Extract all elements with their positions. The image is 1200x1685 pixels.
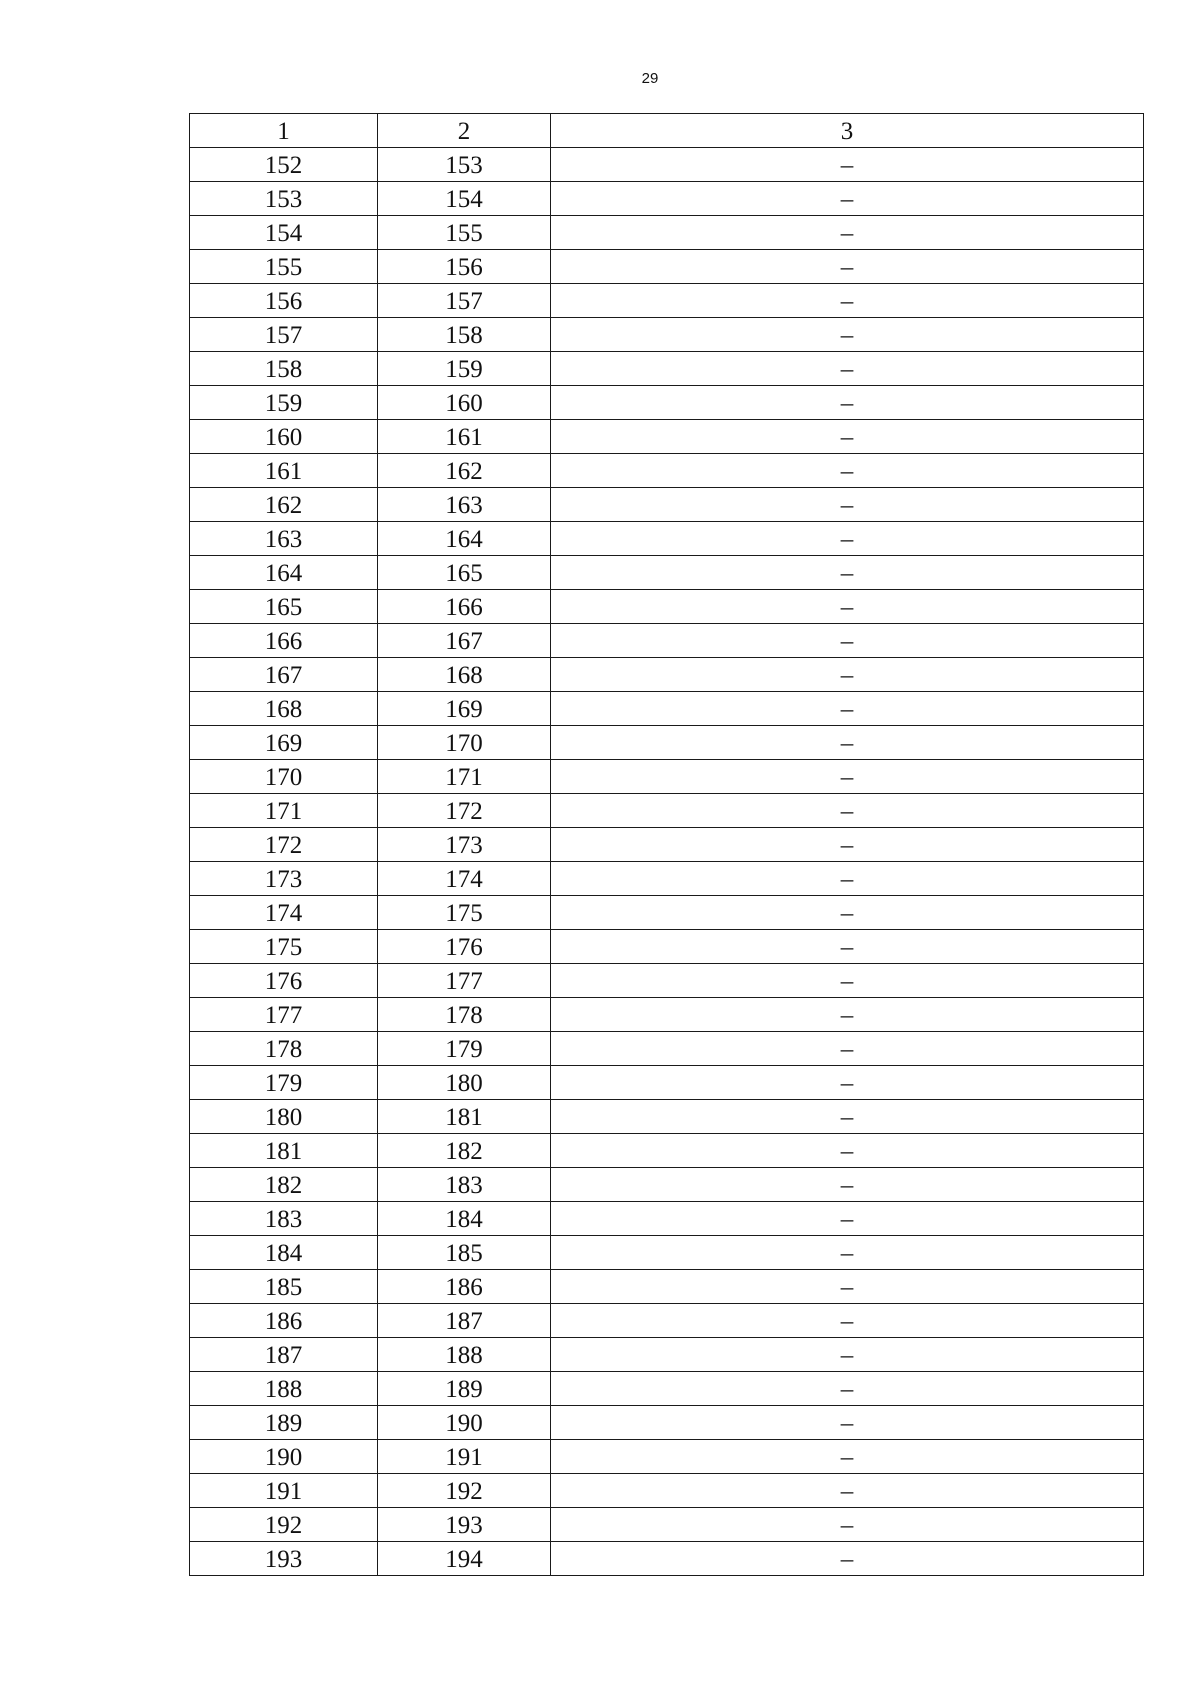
table-cell-col3: – <box>551 896 1144 930</box>
table-cell-col1: 166 <box>190 624 378 658</box>
table-row <box>190 1168 1144 1202</box>
table-cell-col2: 163 <box>378 488 551 522</box>
table-row <box>190 1338 1144 1372</box>
table-cell-col1: 190 <box>190 1440 378 1474</box>
table-cell-col3: – <box>551 386 1144 420</box>
table-cell-col3: – <box>551 760 1144 794</box>
table-cell-col1: 172 <box>190 828 378 862</box>
table-cell-col2: 172 <box>378 794 551 828</box>
table-cell-col2: 167 <box>378 624 551 658</box>
table-row <box>190 488 1144 522</box>
table-cell-col3: – <box>551 1066 1144 1100</box>
table-cell-col1: 168 <box>190 692 378 726</box>
table-cell-col3: – <box>551 1338 1144 1372</box>
table-cell-col1: 162 <box>190 488 378 522</box>
table-cell-col2: 160 <box>378 386 551 420</box>
table-row <box>190 556 1144 590</box>
table-cell-col1: 169 <box>190 726 378 760</box>
table-cell-col3: – <box>551 1100 1144 1134</box>
table-cell-col1: 170 <box>190 760 378 794</box>
table-cell-col1: 189 <box>190 1406 378 1440</box>
table-cell-col2: 155 <box>378 216 551 250</box>
table-cell-col2: 154 <box>378 182 551 216</box>
header-cell-1: 1 <box>190 114 378 148</box>
table-row <box>190 794 1144 828</box>
page-number: 29 <box>641 70 659 87</box>
table-cell-col3: – <box>551 1406 1144 1440</box>
table-cell-col1: 153 <box>190 182 378 216</box>
header-cell-2: 2 <box>378 114 551 148</box>
table-cell-col3: – <box>551 1134 1144 1168</box>
table-row <box>190 386 1144 420</box>
table-cell-col2: 156 <box>378 250 551 284</box>
table-cell-col3: – <box>551 454 1144 488</box>
table-cell-col2: 168 <box>378 658 551 692</box>
table-cell-col3: – <box>551 352 1144 386</box>
table-cell-col2: 191 <box>378 1440 551 1474</box>
table-cell-col2: 190 <box>378 1406 551 1440</box>
table-row <box>190 1032 1144 1066</box>
table-row <box>190 1270 1144 1304</box>
table-cell-col2: 186 <box>378 1270 551 1304</box>
table-cell-col3: – <box>551 590 1144 624</box>
table-cell-col3: – <box>551 1236 1144 1270</box>
table-cell-col3: – <box>551 930 1144 964</box>
table-cell-col2: 183 <box>378 1168 551 1202</box>
table-cell-col2: 161 <box>378 420 551 454</box>
header-cell-3: 3 <box>551 114 1144 148</box>
table-cell-col2: 177 <box>378 964 551 998</box>
table-cell-col2: 188 <box>378 1338 551 1372</box>
table-cell-col3: – <box>551 284 1144 318</box>
table-cell-col1: 188 <box>190 1372 378 1406</box>
table-cell-col1: 186 <box>190 1304 378 1338</box>
table-row <box>190 1372 1144 1406</box>
table-row <box>190 692 1144 726</box>
table-cell-col2: 192 <box>378 1474 551 1508</box>
table-cell-col1: 174 <box>190 896 378 930</box>
table-row <box>190 658 1144 692</box>
table-cell-col1: 175 <box>190 930 378 964</box>
table-cell-col2: 189 <box>378 1372 551 1406</box>
table-row <box>190 1066 1144 1100</box>
table-cell-col2: 162 <box>378 454 551 488</box>
table-cell-col3: – <box>551 318 1144 352</box>
table-cell-col1: 184 <box>190 1236 378 1270</box>
table-cell-col1: 193 <box>190 1542 378 1576</box>
table-body <box>190 148 1144 1576</box>
data-table <box>189 113 1144 1576</box>
table-cell-col2: 182 <box>378 1134 551 1168</box>
table-cell-col2: 175 <box>378 896 551 930</box>
table-cell-col2: 176 <box>378 930 551 964</box>
table-cell-col3: – <box>551 522 1144 556</box>
table-row <box>190 1406 1144 1440</box>
table-row <box>190 1100 1144 1134</box>
table-row <box>190 760 1144 794</box>
table-cell-col1: 164 <box>190 556 378 590</box>
table-cell-col2: 194 <box>378 1542 551 1576</box>
table-cell-col3: – <box>551 148 1144 182</box>
table-row <box>190 1474 1144 1508</box>
table-cell-col1: 182 <box>190 1168 378 1202</box>
table-row <box>190 1236 1144 1270</box>
table-row <box>190 1202 1144 1236</box>
table-cell-col1: 167 <box>190 658 378 692</box>
table-cell-col3: – <box>551 1474 1144 1508</box>
table-cell-col1: 181 <box>190 1134 378 1168</box>
table-cell-col2: 157 <box>378 284 551 318</box>
table-cell-col3: – <box>551 556 1144 590</box>
table-cell-col3: – <box>551 692 1144 726</box>
table-cell-col3: – <box>551 488 1144 522</box>
table-row <box>190 352 1144 386</box>
table-cell-col3: – <box>551 862 1144 896</box>
table-row <box>190 318 1144 352</box>
table-cell-col3: – <box>551 794 1144 828</box>
table-cell-col1: 152 <box>190 148 378 182</box>
table-row <box>190 284 1144 318</box>
table-cell-col2: 185 <box>378 1236 551 1270</box>
table-cell-col2: 174 <box>378 862 551 896</box>
table-cell-col1: 183 <box>190 1202 378 1236</box>
table-cell-col3: – <box>551 998 1144 1032</box>
table-cell-col1: 191 <box>190 1474 378 1508</box>
table-header-row <box>190 114 1144 148</box>
table-cell-col1: 177 <box>190 998 378 1032</box>
table-cell-col1: 178 <box>190 1032 378 1066</box>
table-cell-col3: – <box>551 1508 1144 1542</box>
table-cell-col1: 176 <box>190 964 378 998</box>
table-row <box>190 1134 1144 1168</box>
table-cell-col2: 170 <box>378 726 551 760</box>
table-cell-col1: 171 <box>190 794 378 828</box>
table-row <box>190 148 1144 182</box>
table-cell-col2: 153 <box>378 148 551 182</box>
table-row <box>190 522 1144 556</box>
table-cell-col2: 169 <box>378 692 551 726</box>
table-cell-col3: – <box>551 964 1144 998</box>
table-cell-col1: 158 <box>190 352 378 386</box>
table-cell-col3: – <box>551 828 1144 862</box>
table-cell-col2: 179 <box>378 1032 551 1066</box>
table-cell-col2: 158 <box>378 318 551 352</box>
table-cell-col3: – <box>551 182 1144 216</box>
table-cell-col2: 187 <box>378 1304 551 1338</box>
table-cell-col3: – <box>551 1270 1144 1304</box>
table-cell-col1: 173 <box>190 862 378 896</box>
table-cell-col3: – <box>551 1542 1144 1576</box>
table-row <box>190 998 1144 1032</box>
table-row <box>190 216 1144 250</box>
table-row <box>190 862 1144 896</box>
table-cell-col3: – <box>551 726 1144 760</box>
table-cell-col1: 159 <box>190 386 378 420</box>
table-cell-col2: 180 <box>378 1066 551 1100</box>
table-row <box>190 964 1144 998</box>
table-cell-col1: 156 <box>190 284 378 318</box>
table-row <box>190 454 1144 488</box>
table-row <box>190 1304 1144 1338</box>
table-row <box>190 1542 1144 1576</box>
table-cell-col3: – <box>551 420 1144 454</box>
table-row <box>190 930 1144 964</box>
table-cell-col1: 161 <box>190 454 378 488</box>
table-row <box>190 590 1144 624</box>
table-cell-col2: 193 <box>378 1508 551 1542</box>
table-cell-col2: 181 <box>378 1100 551 1134</box>
table-cell-col1: 180 <box>190 1100 378 1134</box>
table-cell-col1: 165 <box>190 590 378 624</box>
table-cell-col1: 160 <box>190 420 378 454</box>
table-row <box>190 624 1144 658</box>
table-row <box>190 726 1144 760</box>
table-cell-col3: – <box>551 1202 1144 1236</box>
table-cell-col1: 154 <box>190 216 378 250</box>
table-cell-col1: 187 <box>190 1338 378 1372</box>
table-cell-col2: 165 <box>378 556 551 590</box>
table-row <box>190 250 1144 284</box>
table-cell-col3: – <box>551 1372 1144 1406</box>
table-row <box>190 828 1144 862</box>
table-cell-col2: 173 <box>378 828 551 862</box>
table-cell-col2: 164 <box>378 522 551 556</box>
table-row <box>190 182 1144 216</box>
table-cell-col1: 155 <box>190 250 378 284</box>
table-row <box>190 420 1144 454</box>
table-cell-col1: 179 <box>190 1066 378 1100</box>
table-cell-col3: – <box>551 250 1144 284</box>
table-row <box>190 896 1144 930</box>
table-cell-col2: 184 <box>378 1202 551 1236</box>
table-row <box>190 1440 1144 1474</box>
table-cell-col1: 157 <box>190 318 378 352</box>
table-cell-col2: 178 <box>378 998 551 1032</box>
table-cell-col1: 185 <box>190 1270 378 1304</box>
table-cell-col2: 159 <box>378 352 551 386</box>
table-cell-col3: – <box>551 216 1144 250</box>
table-row <box>190 1508 1144 1542</box>
table-cell-col3: – <box>551 658 1144 692</box>
table-cell-col1: 192 <box>190 1508 378 1542</box>
table-cell-col3: – <box>551 1440 1144 1474</box>
table-cell-col3: – <box>551 624 1144 658</box>
table-cell-col3: – <box>551 1168 1144 1202</box>
table-cell-col2: 166 <box>378 590 551 624</box>
table-cell-col1: 163 <box>190 522 378 556</box>
table-cell-col3: – <box>551 1304 1144 1338</box>
table-cell-col3: – <box>551 1032 1144 1066</box>
table-cell-col2: 171 <box>378 760 551 794</box>
